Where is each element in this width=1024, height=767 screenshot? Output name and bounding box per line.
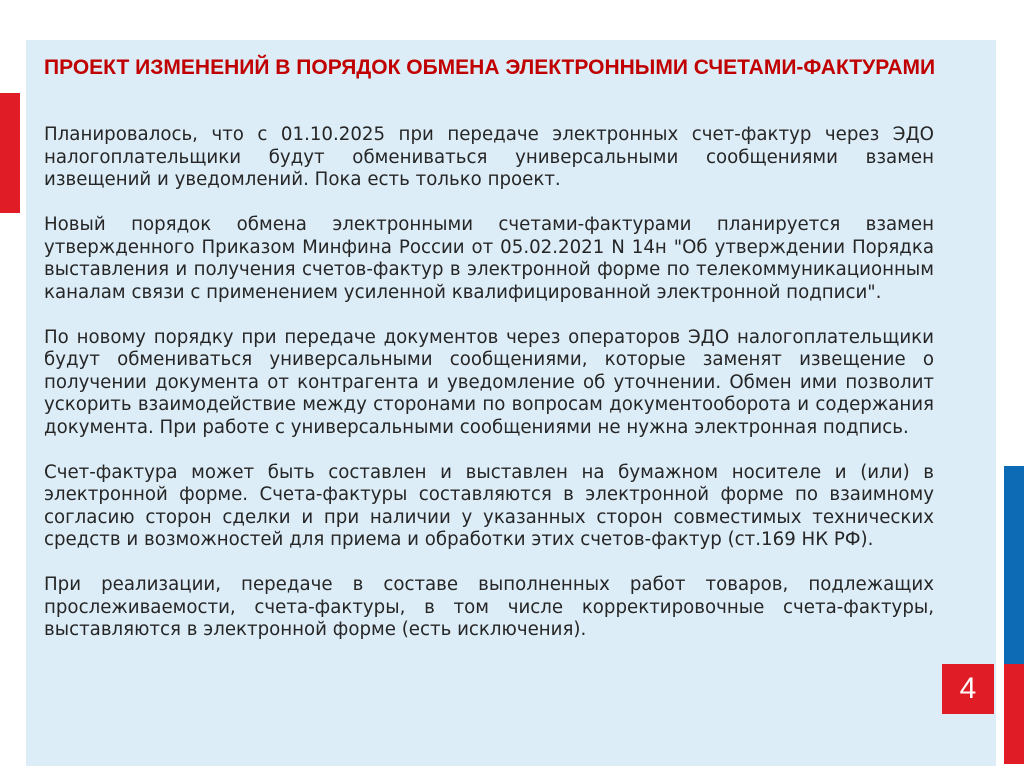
paragraph-universal-messages: По новому порядку при передаче документов через операторов ЭДО налогоплательщики будут обмениваться универсальными сообщениями, которые заменят извещение о получении документа от контрагента и уведомление об уточнении. Обмен ими позволит ускорить взаимодействие между сторонами по вопросам документооборота и содержания документа. При работе с универсальными сообщениями не нужна электронная подпись. [44,326,934,438]
right-blue-accent-bar [1004,466,1024,664]
paragraph-invoice-forms: Счет-фактура может быть составлен и выставлен на бумажном носителе и (или) в электронной форме. Счета-фактуры составляются в электронной форме по взаимному согласию сторон сделки и при наличии у указанных сторон совместимых технических средств и возможностей для приема и обработки этих счетов-фактур (ст.169 НК РФ). [44,461,934,550]
right-red-accent-bar [1004,664,1024,764]
slide-body [44,124,934,642]
page-number-badge [942,664,994,714]
left-red-accent-bar [0,93,20,213]
page-number: 4 [959,672,977,705]
paragraph-traceable-goods: При реализации, передаче в составе выполненных работ товаров, подлежащих прослеживаемости, счета-фактуры, в том числе корректировочные счета-фактуры, выставляются в электронной форме (есть исключения). [44,574,934,640]
slide-title: ПРОЕКТ ИЗМЕНЕНИЙ В ПОРЯДОК ОБМЕНА ЭЛЕКТРОННЫМИ СЧЕТАМИ-ФАКТУРАМИ [44,56,936,79]
paragraph-planned-change: Планировалось, что с 01.10.2025 при передаче электронных счет-фактур через ЭДО налогоплательщики будут обмениваться универсальными сообщениями взамен извещений и уведомлений. Пока есть только проект. [44,124,934,190]
paragraph-new-procedure: Новый порядок обмена электронными счетами-фактурами планируется взамен утвержденного Приказом Минфина России от 05.02.2021 N 14н "Об утверждении Порядка выставления и получения счетов-фактур в электронной форме по телекоммуникационным каналам связи с применением усиленной квалифицированной электронной подписи". [44,214,934,303]
